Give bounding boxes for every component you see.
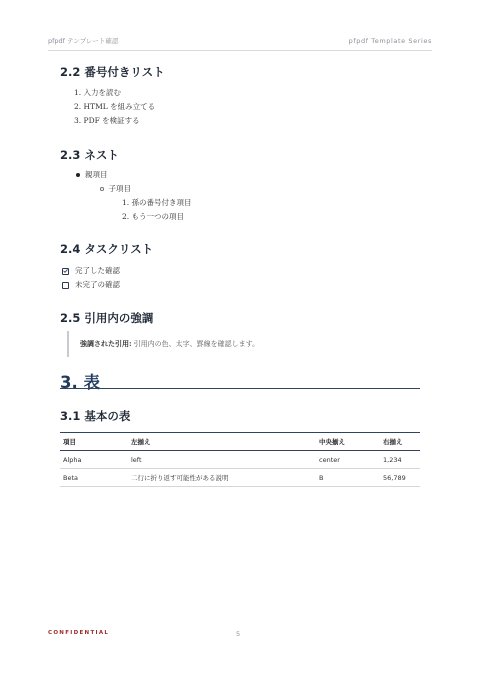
blockquote <box>67 331 417 357</box>
running-header <box>48 36 432 45</box>
table-cell: B <box>316 469 380 487</box>
section-2-5-heading: 2.5 引用内の強調 <box>60 311 154 325</box>
chapter-divider <box>60 388 420 389</box>
page-number: 5 <box>236 630 241 638</box>
quote-bold-text: 強調された引用: <box>80 339 132 348</box>
column-header: 中央揃え <box>316 433 380 451</box>
section-2-2-heading: 2.2 番号付きリスト <box>60 65 165 79</box>
table-header-row <box>60 433 420 451</box>
table-cell: Alpha <box>60 451 128 469</box>
list-item <box>100 182 192 196</box>
nested-numbered-list <box>122 196 192 224</box>
child-item-label: 子項目 <box>108 184 131 193</box>
quote-text: 引用内の色、太字、罫線を確認します。 <box>133 340 260 348</box>
header-right-title: pfpdf Template Series <box>348 36 432 45</box>
header-left-title: pfpdf テンプレート確認 <box>48 37 119 45</box>
confidential-label: CONFIDENTIAL <box>48 630 110 636</box>
nested-list <box>76 168 192 224</box>
chapter-3-heading: 3. 表 <box>60 373 100 392</box>
table-row <box>60 451 420 469</box>
list-item: 1. 孫の番号付き項目 <box>122 198 192 207</box>
column-header: 項目 <box>60 433 128 451</box>
section-3-1-heading: 3.1 基本の表 <box>60 409 131 423</box>
column-header: 左揃え <box>128 433 316 451</box>
table-cell: 二行に折り返す可能性がある説明 <box>128 469 316 487</box>
bullet-icon <box>76 173 80 177</box>
numbered-list <box>74 86 155 128</box>
table-row <box>60 469 420 487</box>
list-item <box>76 168 192 182</box>
basic-table <box>60 432 420 487</box>
list-item: 3. PDF を検証する <box>74 116 140 125</box>
task-item-pending <box>62 278 120 292</box>
table-cell: 56,789 <box>380 469 420 487</box>
checked-checkbox-icon[interactable] <box>62 268 69 275</box>
header-divider <box>48 50 432 51</box>
table-cell: 1,234 <box>380 451 420 469</box>
table-cell: center <box>316 451 380 469</box>
task-label: 未完了の確認 <box>75 280 120 289</box>
column-header: 右揃え <box>380 433 420 451</box>
unchecked-checkbox-icon[interactable] <box>62 282 69 289</box>
table-cell: Beta <box>60 469 128 487</box>
section-2-4-heading: 2.4 タスクリスト <box>60 242 154 256</box>
task-label: 完了した確認 <box>75 266 120 275</box>
table-cell: left <box>128 451 316 469</box>
section-2-3-heading: 2.3 ネスト <box>60 148 119 162</box>
list-item: 2. もう一つの項目 <box>122 212 185 221</box>
hollow-bullet-icon <box>100 187 104 191</box>
checkmark-icon <box>63 268 68 274</box>
list-item: 1. 入力を読む <box>74 88 122 97</box>
parent-item-label: 親項目 <box>85 170 108 179</box>
task-list <box>62 264 120 292</box>
list-item: 2. HTML を組み立てる <box>74 102 156 111</box>
task-item-done <box>62 264 120 278</box>
